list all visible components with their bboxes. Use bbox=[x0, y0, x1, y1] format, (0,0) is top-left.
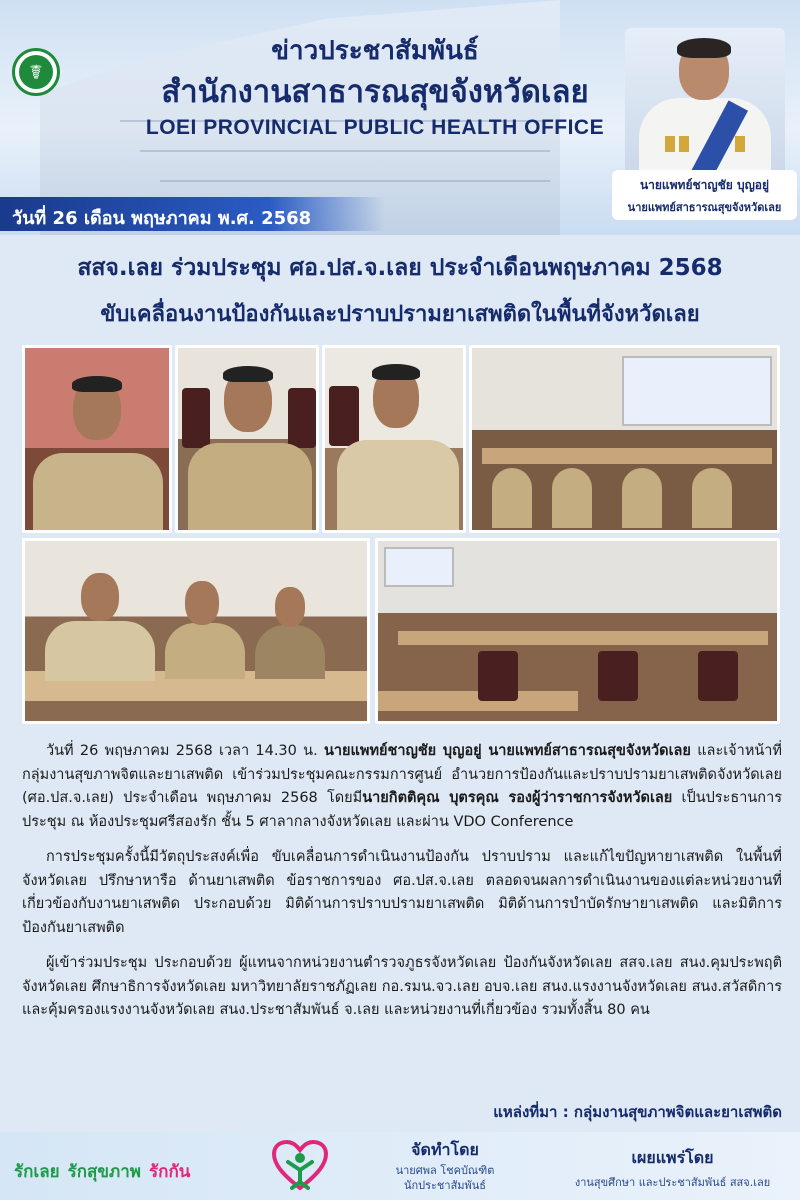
p1-bold-name: นายแพทย์ชาญชัย บุญอยู่ นายแพทย์สาธารณสุขจังหวัดเลย bbox=[323, 743, 691, 759]
chair bbox=[698, 651, 738, 701]
office-name-thai: สำนักงานสาธารณสุขจังหวัดเลย bbox=[161, 74, 589, 110]
building-line bbox=[160, 180, 550, 182]
official-portrait bbox=[625, 28, 785, 178]
person-head bbox=[81, 573, 119, 621]
official-title: นายแพทย์สาธารณสุขจังหวัดเลย bbox=[627, 201, 782, 214]
headline-line-1: สสจ.เลย ร่วมประชุม ศอ.ปส.จ.เลย ประจำเดือนพฤษภาคม 2568 bbox=[77, 255, 723, 281]
display-screen bbox=[384, 547, 454, 587]
person-head bbox=[185, 581, 219, 625]
meeting-table bbox=[398, 631, 768, 645]
paragraph-3: ผู้เข้าร่วมประชุม ประกอบด้วย ผู้แทนจากหน่วยงานตำรวจภูธรจังหวัดเลย ป้องกันจังหวัดเลย สสจ.เลย สนง.คุมประพฤติจังหวัดเลย ศึกษาธิการจังหวัดเลย มหาวิทยาลัยราชภัฏเลย กอ.รมน.จว.เลย อบจ.เลย สนง.แรงงานจังหวัดเลย สนง.สวัสดิการและคุ้มครองแรงงานจังหวัดเลย สนง.ประชาสัมพันธ์ จ.เลย และหน่วยงานที่เกี่ยวข้อง รวมทั้งสิ้น 80 คน bbox=[22, 955, 782, 1018]
source-credit: แหล่งที่มา : กลุ่มงานสุขภาพจิตและยาเสพติด bbox=[493, 1103, 782, 1121]
official-name: นายแพทย์ชาญชัย บุญอยู่ bbox=[639, 178, 770, 192]
chair bbox=[288, 388, 316, 448]
article-body bbox=[22, 740, 782, 1035]
logo-emblem: ☤ bbox=[19, 55, 53, 89]
meeting-table bbox=[482, 448, 772, 464]
medal-icon bbox=[665, 136, 675, 152]
meeting-photo-1 bbox=[22, 345, 172, 533]
made-by-name: นายศพล โชคบัณฑิต bbox=[395, 1164, 495, 1177]
attendee bbox=[622, 468, 662, 528]
chair bbox=[478, 651, 518, 701]
slogan bbox=[14, 1158, 190, 1185]
headline-line-2: ขับเคลื่อนงานป้องกันและปราบปรามยาเสพติดในพื้นที่จังหวัดเลย bbox=[100, 302, 700, 327]
attendee bbox=[692, 468, 732, 528]
made-by-title: จัดทำโดย bbox=[411, 1140, 479, 1159]
portrait-hair bbox=[677, 38, 731, 58]
person-uniform bbox=[33, 453, 163, 533]
medal-icon bbox=[679, 136, 689, 152]
paragraph-1 bbox=[22, 740, 782, 834]
projector-screen bbox=[622, 356, 772, 426]
person-uniform bbox=[255, 625, 325, 679]
published-title: เผยแพร่โดย bbox=[631, 1148, 714, 1167]
person-hair bbox=[72, 376, 122, 392]
made-by-role: นักประชาสัมพันธ์ bbox=[403, 1179, 487, 1192]
person-hair bbox=[372, 364, 420, 380]
date-banner: วันที่ 26 เดือน พฤษภาคม พ.ศ. 2568 bbox=[0, 197, 385, 231]
headline bbox=[20, 250, 780, 331]
official-name-card bbox=[612, 170, 797, 220]
person-uniform bbox=[188, 443, 312, 533]
chair bbox=[182, 388, 210, 448]
paragraph-2: การประชุมครั้งนี้มีวัตถุประสงค์เพื่อ ขับเคลื่อนการดำเนินงานป้องกัน ปราบปราม และแก้ไขปัญหายาเสพติด ในพื้นที่จังหวัดเลย ปรึกษาหารือ ด้านยาเสพติด ข้อราชการของ ศอ.ปส.จ.เลย ตลอดจนผลการดำเนินงานของแต่ละหน่วยงานที่เกี่ยวข้องกับงานยาเสพติด ประกอบด้วย มิติด้านการปราบปรามยาเสพติด มิติด้านการบำบัดรักษายาเสพติด และมิติการป้องกันยาเสพติด bbox=[22, 849, 782, 936]
p1-text: และเจ้าหน้าที่กลุ่มงานสุขภาพจิตและยาเสพติด เข้าร่วมประชุมคณะกรรมการศูนย์ อำนวยการป้องกันและปราบปรามยาเสพติดจังหวัดเลย (ศอ.ปส.จ.เลย) ประจำเดือน พฤษภาคม 2568 โดยมี bbox=[22, 743, 782, 806]
p1-bold-chair: นายกิตติคุณ บุตรคุณ รองผู้ว่าราชการจังหวัดเลย bbox=[362, 790, 673, 806]
p1-text: เป็นประธานการประชุม ณ ห้องประชุมศรีสองรัก ชั้น 5 ศาลากลางจังหวัดเลย และผ่าน VDO Conference bbox=[22, 790, 782, 830]
meeting-photo-3 bbox=[322, 345, 466, 533]
heart-icon bbox=[272, 1140, 328, 1192]
office-name-english: LOEI PROVINCIAL PUBLIC HEALTH OFFICE bbox=[145, 116, 605, 139]
person-jacket bbox=[45, 621, 155, 681]
person-uniform bbox=[165, 623, 245, 679]
made-by-credit bbox=[385, 1138, 505, 1193]
chair bbox=[329, 386, 359, 446]
attendee bbox=[492, 468, 532, 528]
news-label: ข่าวประชาสัมพันธ์ bbox=[271, 36, 479, 66]
chair bbox=[598, 651, 638, 701]
person-jacket bbox=[337, 440, 459, 533]
slogan-2: รักสุขภาพ bbox=[67, 1162, 142, 1182]
published-by-credit bbox=[555, 1146, 790, 1190]
published-by: งานสุขศึกษา และประชาสัมพันธ์ สสจ.เลย bbox=[574, 1176, 771, 1189]
slogan-3: รักกัน bbox=[149, 1162, 191, 1182]
meeting-room-photo-2 bbox=[375, 538, 780, 724]
meeting-photo-4 bbox=[22, 538, 370, 724]
p1-text: วันที่ 26 พฤษภาคม 2568 เวลา 14.30 น. bbox=[46, 743, 324, 759]
person-head bbox=[275, 587, 305, 627]
attendee bbox=[552, 468, 592, 528]
slogan-1: รักเลย bbox=[14, 1162, 60, 1182]
meeting-room-photo-1 bbox=[469, 345, 780, 533]
ministry-logo-icon bbox=[12, 48, 60, 96]
person-hair bbox=[223, 366, 273, 382]
meeting-photo-2 bbox=[175, 345, 319, 533]
building-line bbox=[140, 150, 550, 152]
medal-icon bbox=[735, 136, 745, 152]
